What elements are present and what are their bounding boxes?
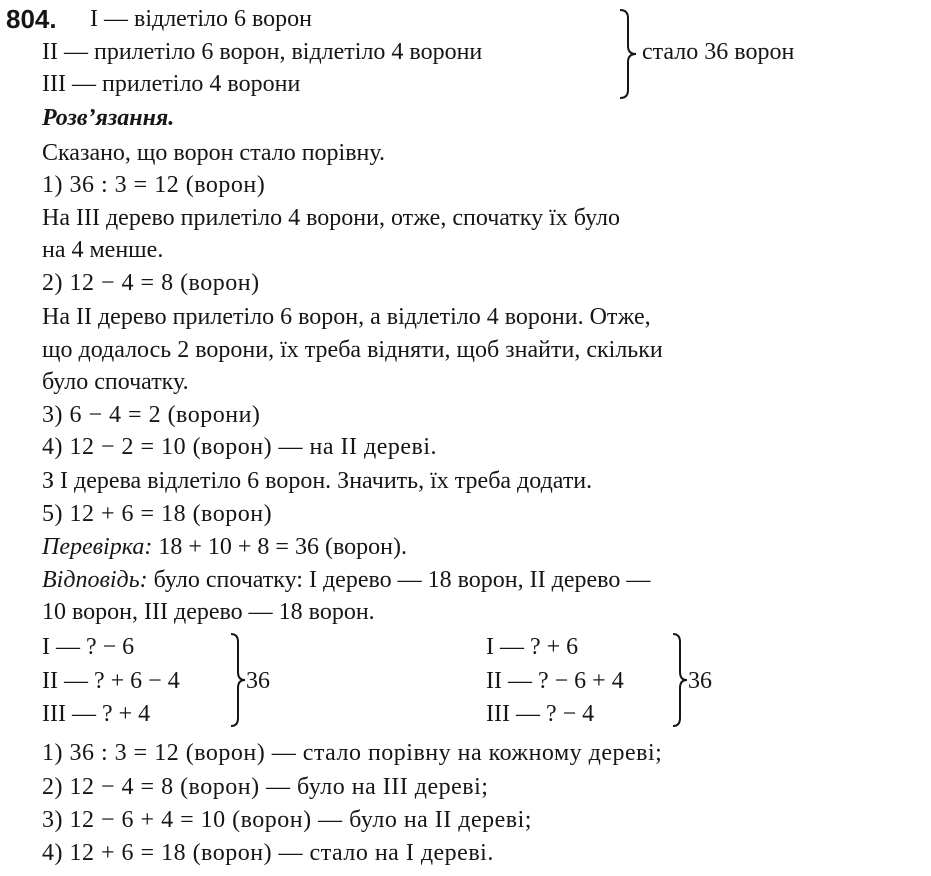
answer-label: Відповідь: [42,567,148,593]
problem-number: 804. [6,4,57,34]
condition-total: стало 36 ворон [642,39,795,65]
solution-line: На III дерево прилетіло 4 ворони, отже, спочатку їх було [42,205,621,231]
scheme-right-total: 36 [688,668,712,694]
answer-text-1: було спочатку: I дерево — 18 ворон, II дерево — [147,567,651,593]
solution-line: було спочатку. [42,369,189,395]
scheme-right-row: III — ? − 4 [486,701,595,727]
solution-line: 3) 6 − 4 = 2 (ворони) [42,402,261,428]
solution-line: 1) 36 : 3 = 12 (ворон) [42,172,266,198]
solution-line: На II дерево прилетіло 6 ворон, а відлетіло 4 ворони. Отже, [42,304,651,330]
final-step: 3) 12 − 6 + 4 = 10 (ворон) — було на II дереві; [42,807,532,833]
final-step: 2) 12 − 4 = 8 (ворон) — було на III дереві; [42,774,489,800]
check-line [42,532,407,562]
scheme-right-row: I — ? + 6 [486,634,579,660]
answer-line-1 [42,565,650,595]
scheme-right-row: II — ? − 6 + 4 [486,668,624,694]
solution-line: 5) 12 + 6 = 18 (ворон) [42,501,273,527]
solution-line: З I дерева відлетіло 6 ворон. Значить, їх треба додати. [42,468,593,494]
condition-tree-2: II — прилетіло 6 ворон, відлетіло 4 ворони [42,39,483,65]
check-label: Перевірка: [42,534,153,560]
answer-line-2: 10 ворон, III дерево — 18 ворон. [42,599,375,625]
scheme-left-row: II — ? + 6 − 4 [42,668,180,694]
scheme-left-total: 36 [246,668,270,694]
scheme-left-brace [228,632,248,728]
check-text: 18 + 10 + 8 = 36 (ворон). [152,534,407,560]
final-step: 4) 12 + 6 = 18 (ворон) — стало на I дереві. [42,840,494,866]
solution-line: на 4 менше. [42,237,164,263]
solution-line: Сказано, що ворон стало порівну. [42,140,385,166]
condition-brace [616,8,640,100]
solution-line: що додалось 2 ворони, їх треба відняти, щоб знайти, скільки [42,337,663,363]
solution-line: 2) 12 − 4 = 8 (ворон) [42,270,260,296]
scheme-left-row: I — ? − 6 [42,634,135,660]
condition-tree-3: III — прилетіло 4 ворони [42,71,301,97]
final-step: 1) 36 : 3 = 12 (ворон) — стало порівну на кожному дереві; [42,740,663,766]
solution-line: 4) 12 − 2 = 10 (ворон) — на II дереві. [42,434,438,460]
solution-heading: Розв’язання. [42,105,175,131]
scheme-left-row: III — ? + 4 [42,701,151,727]
condition-tree-1: I — відлетіло 6 ворон [90,6,312,32]
scheme-right-brace [670,632,690,728]
